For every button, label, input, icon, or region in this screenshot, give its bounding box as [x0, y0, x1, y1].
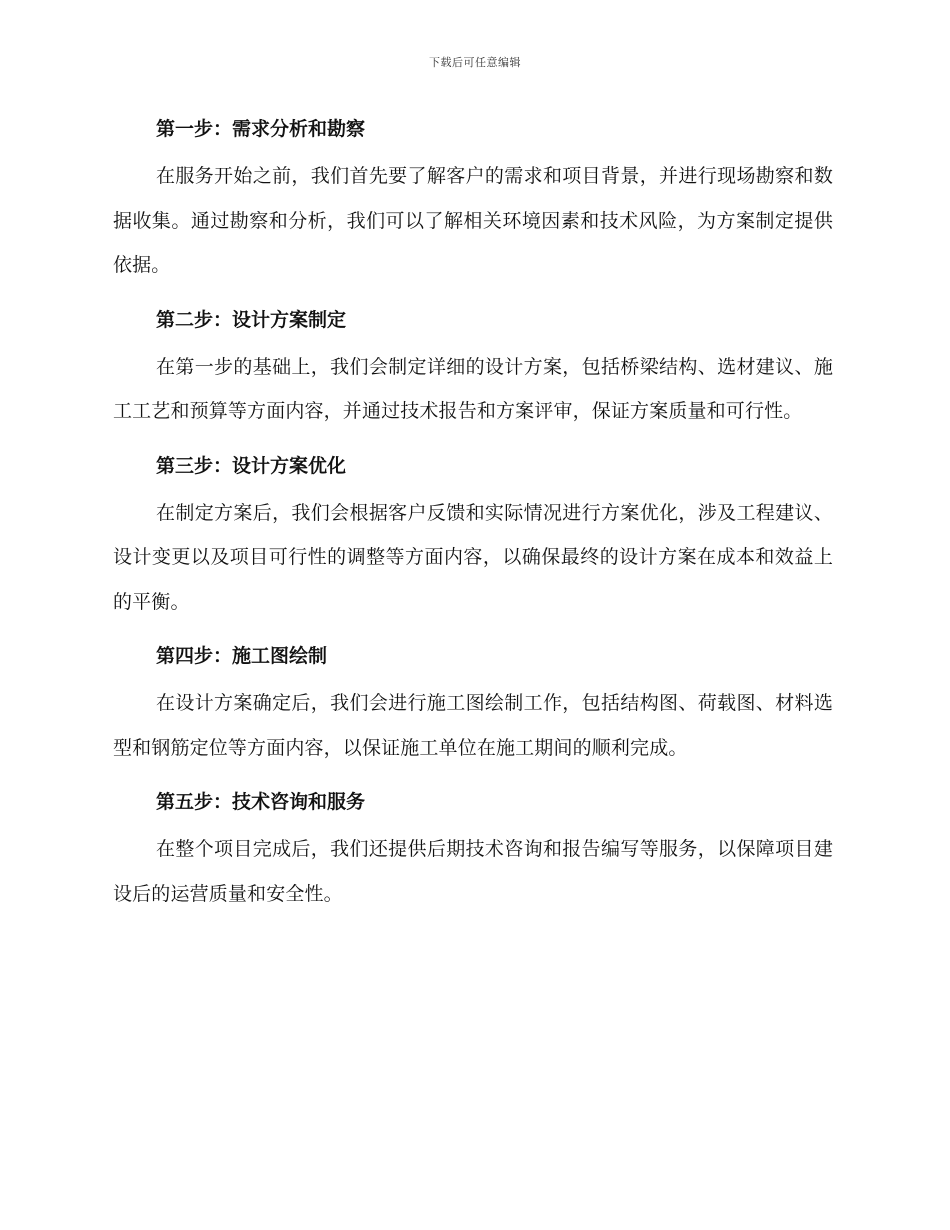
- section-paragraph: 在制定方案后，我们会根据客户反馈和实际情况进行方案优化，涉及工程建议、设计变更以及项目可行性的调整等方面内容，以确保最终的设计方案在成本和效益上的平衡。: [113, 501, 833, 613]
- section-heading: 第五步：技术咨询和服务: [156, 791, 366, 813]
- section-heading: 第一步：需求分析和勘察: [156, 118, 366, 140]
- section-step-5: [113, 785, 833, 916]
- section-heading: 第四步：施工图绘制: [156, 645, 328, 667]
- section-paragraph: 在服务开始之前，我们首先要了解客户的需求和项目背景，并进行现场勘察和数据收集。通过勘察和分析，我们可以了解相关环境因素和技术风险，为方案制定提供依据。: [113, 165, 833, 276]
- section-step-4: [113, 639, 833, 770]
- section-step-2: [113, 303, 833, 434]
- section-paragraph: 在整个项目完成后，我们还提供后期技术咨询和报告编写等服务，以保障项目建设后的运营质量和安全性。: [113, 838, 833, 905]
- section-paragraph: 在设计方案确定后，我们会进行施工图绘制工作，包括结构图、荷载图、材料选型和钢筋定位等方面内容，以保证施工单位在施工期间的顺利完成。: [113, 692, 833, 759]
- section-heading: 第二步：设计方案制定: [156, 308, 347, 331]
- section-paragraph: 在第一步的基础上，我们会制定详细的设计方案，包括桥梁结构、选材建议、施工工艺和预算等方面内容，并通过技术报告和方案评审，保证方案质量和可行性。: [113, 355, 833, 422]
- document-body: [113, 112, 833, 931]
- page-header: 下载后可任意编辑: [429, 56, 521, 69]
- section-step-3: [113, 449, 833, 625]
- section-heading: 第三步：设计方案优化: [156, 454, 347, 477]
- section-step-1: [113, 112, 833, 288]
